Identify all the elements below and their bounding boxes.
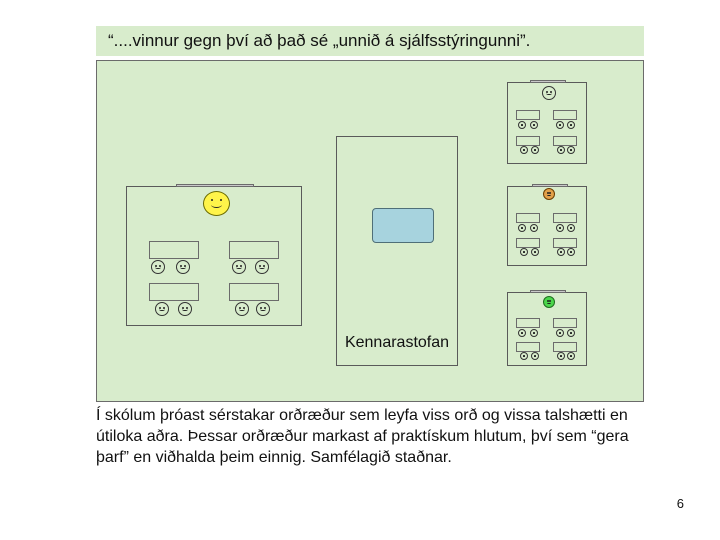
student-face-icon <box>557 146 565 154</box>
student-desk <box>516 213 540 223</box>
student-face-icon <box>556 329 564 337</box>
student-desk <box>516 342 540 352</box>
whiteboard-right-top <box>530 80 566 83</box>
student-face-icon <box>178 302 192 316</box>
student-desk <box>516 238 540 248</box>
student-face-icon <box>518 329 526 337</box>
student-face-icon <box>530 224 538 232</box>
teacher-face-large-icon <box>203 191 230 216</box>
student-desk <box>516 136 540 146</box>
student-face-icon <box>567 352 575 360</box>
student-face-icon <box>520 352 528 360</box>
student-face-icon <box>556 224 564 232</box>
student-face-icon <box>556 121 564 129</box>
student-desk <box>149 241 199 259</box>
student-desk <box>553 110 577 120</box>
student-desk <box>229 241 279 259</box>
student-face-icon <box>255 260 269 274</box>
teacher-face-orange-icon <box>543 188 555 200</box>
student-face-icon <box>557 352 565 360</box>
teacher-face-icon <box>542 86 556 100</box>
student-desk <box>553 318 577 328</box>
student-face-icon <box>151 260 165 274</box>
room-label: Kennarastofan <box>344 334 450 351</box>
student-face-icon <box>531 352 539 360</box>
student-face-icon <box>567 248 575 256</box>
student-face-icon <box>531 146 539 154</box>
student-face-icon <box>155 302 169 316</box>
whiteboard-right-bottom <box>530 290 566 293</box>
whiteboard-right-middle <box>532 184 568 187</box>
page-number: 6 <box>676 496 684 511</box>
student-desk <box>229 283 279 301</box>
teachers-lounge <box>336 136 458 366</box>
student-desk <box>553 136 577 146</box>
student-face-icon <box>567 329 575 337</box>
student-face-icon <box>235 302 249 316</box>
student-desk <box>516 110 540 120</box>
student-face-icon <box>567 224 575 232</box>
student-face-icon <box>176 260 190 274</box>
student-desk <box>149 283 199 301</box>
teacher-face-green-icon <box>543 296 555 308</box>
student-desk <box>516 318 540 328</box>
slide-title: “....vinnur gegn því að það sé „unnið á sjálfsstýringunni”. <box>96 26 644 56</box>
student-face-icon <box>531 248 539 256</box>
lounge-table <box>372 208 434 243</box>
student-desk <box>553 342 577 352</box>
student-face-icon <box>520 146 528 154</box>
student-face-icon <box>557 248 565 256</box>
student-face-icon <box>520 248 528 256</box>
whiteboard-left <box>176 184 254 187</box>
student-face-icon <box>567 121 575 129</box>
body-text: Í skólum þróast sérstakar orðræður sem leyfa viss orð og vissa talshætti en útiloka aðra. Þessar orðræður markast af praktískum hlutum, því sem “gera þarf” en viðhalda þeim einnig. Samfélagið staðnar. <box>96 407 629 466</box>
student-desk <box>553 213 577 223</box>
student-face-icon <box>518 224 526 232</box>
student-desk <box>553 238 577 248</box>
student-face-icon <box>518 121 526 129</box>
student-face-icon <box>530 121 538 129</box>
student-face-icon <box>256 302 270 316</box>
student-face-icon <box>567 146 575 154</box>
student-face-icon <box>232 260 246 274</box>
student-face-icon <box>530 329 538 337</box>
